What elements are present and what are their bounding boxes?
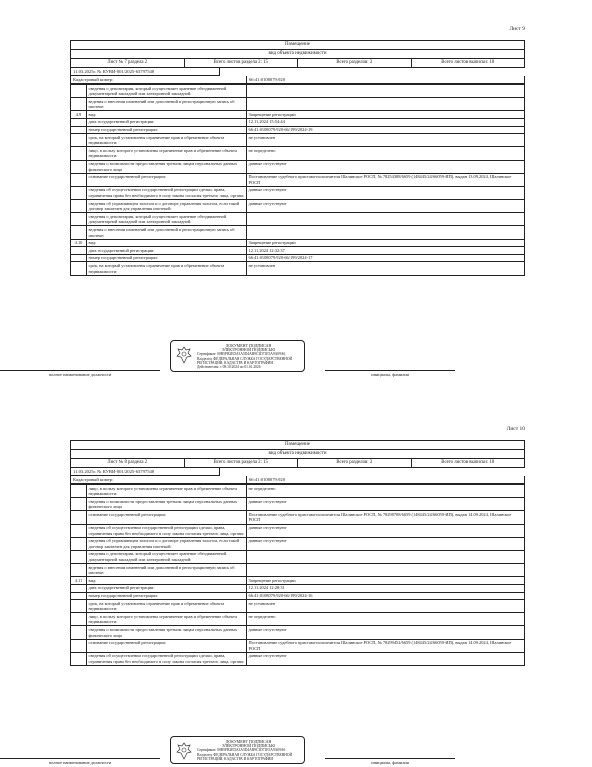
position-caption: полное наименование должности [0, 370, 160, 377]
signature-band-2 [0, 758, 455, 765]
field-value: Запрещение регистрации [247, 111, 525, 119]
table-row [71, 577, 525, 585]
record-number [71, 134, 87, 147]
record-number [71, 550, 87, 563]
field-value: не определено [247, 613, 525, 626]
section-info-row [70, 59, 525, 68]
field-value: данные отсутствуют [247, 186, 525, 199]
field-label: сведения о возможности предоставления третьим лицам персональных данных физического лица [87, 160, 247, 173]
field-label: основание государственной регистрации: [87, 639, 247, 652]
record-number [71, 485, 87, 498]
date-ref: 11.03.2025г. № КУВИ-001/2025-63797548 [70, 468, 220, 476]
field-value: данные отсутствуют [247, 200, 525, 213]
stamp-line: ДОКУМЕНТ ПОДПИСАН [225, 343, 272, 348]
stamp-line: ДОКУМЕНТ ПОДПИСАН [225, 739, 272, 744]
table-row [71, 111, 525, 119]
record-number [71, 186, 87, 199]
field-value [247, 98, 525, 111]
field-label: номер государственной регистрации: [87, 126, 247, 134]
name-caption: инициалы, фамилия [325, 758, 455, 765]
field-label: дата государственной регистрации: [87, 247, 247, 255]
object-title: Помещение [71, 441, 524, 450]
field-label: дата государственной регистрации: [87, 118, 247, 126]
record-number: 4.10 [71, 239, 87, 247]
table-row [71, 239, 525, 247]
table-row [71, 262, 525, 275]
field-value [247, 213, 525, 226]
table-row [71, 160, 525, 173]
section-cell: Всего разделов: 3 [298, 59, 412, 67]
field-label: дата государственной регистрации: [87, 584, 247, 592]
date-ref-row [70, 68, 525, 76]
field-label: сведения об управляющем залогом и о договоре управления залогом, если такой договор заключен для управления ипотекой: [87, 200, 247, 213]
field-value: Постановление судебного пристава-исполнителя Шалинское РОСП, № 78254388/6659 (148445/24/66059-ИП), выдан 13.09.2024, Шалинское РОСП [247, 173, 525, 186]
table-row [71, 98, 525, 111]
field-label: сведения об осуществлении государственной регистрации сделки, права, ограничения права без необходимого в силу закона согласия третьего лица, органа: [87, 652, 247, 665]
table-row [71, 247, 525, 255]
record-number [71, 613, 87, 626]
field-value [247, 85, 525, 98]
record-number [71, 626, 87, 639]
section-info-row [70, 459, 525, 468]
date-ref: 11.03.2025г. № КУВИ-001/2025-63797548 [70, 68, 220, 76]
record-number [71, 200, 87, 213]
table-row [71, 213, 525, 226]
record-number [71, 173, 87, 186]
record-number [71, 592, 87, 600]
field-label: сведения о депозитарии, который осуществляет хранение обездвиженной документарной закладной или электронной закладной: [87, 213, 247, 226]
field-value: 12.11.2024 12:28:31 [247, 584, 525, 592]
field-value: данные отсутствуют [247, 498, 525, 511]
field-value: данные отсутствуют [247, 524, 525, 537]
field-label: номер государственной регистрации: [87, 592, 247, 600]
table-row [71, 652, 525, 665]
field-label: ведения о внесении изменений или дополнений в регистрационную запись об ипотеке: [87, 564, 247, 577]
sheet-page-1 [70, 26, 525, 276]
section-cell: Всего разделов: 3 [298, 459, 412, 467]
table-row [71, 592, 525, 600]
field-value [247, 550, 525, 563]
table-row [71, 524, 525, 537]
stamp-line: Владелец: ФЕДЕРАЛЬНАЯ СЛУЖБА ГОСУДАРСТВЕННОЙ РЕГИСТРАЦИИ, КАДАСТРА И КАРТОГРАФИИ [197, 752, 293, 761]
stamp-line: ЭЛЕКТРОННОЙ ПОДПИСЬЮ [221, 743, 276, 749]
record-number [71, 498, 87, 511]
record-number [71, 584, 87, 592]
field-value: данные отсутствуют [247, 160, 525, 173]
table-row [71, 147, 525, 160]
records-table [70, 84, 525, 276]
table-row [71, 118, 525, 126]
record-number [71, 126, 87, 134]
table-row [71, 173, 525, 186]
cadastral-value: 66:41:0108079:920 [249, 77, 285, 82]
cadastral-value: 66:41:0108079:920 [249, 477, 285, 482]
section-cell: Всего листов выписки: 18 [441, 460, 495, 465]
record-number [71, 118, 87, 126]
section-cell: Лист № 8 раздела 2 [71, 459, 185, 467]
stamp-line: Действителен: с 08.10.2024 по 01.01.2026 [197, 365, 261, 370]
table-row [71, 85, 525, 98]
field-label: лицо, в пользу которого установлены ограничение прав и обременение объекта недвижимости: [87, 147, 247, 160]
field-value: Постановление судебного пристава-исполнителя Шалинское РОСП, № 78299452/6659 (148445/24/66059-ИП), выдан 14.09.2024, Шалинское РОСП [247, 639, 525, 652]
stamp-line: Владелец: ФЕДЕРАЛЬНАЯ СЛУЖБА ГОСУДАРСТВЕННОЙ РЕГИСТРАЦИИ, КАДАСТРА И КАРТОГРАФИИ [197, 356, 293, 365]
table-row [71, 254, 525, 262]
stamp-line: Сертификат: 00B5FB2EDA3A5D4AB9C3D71E5A9A09A6 [197, 748, 286, 753]
position-caption: полное наименование должности [0, 758, 160, 765]
cadastral-label: Кадастровый номер: [71, 76, 247, 83]
field-label: срок, на который установлены ограничение прав и обременение объекта недвижимости: [87, 262, 247, 275]
field-value: 12.11.2024 15:54:44 [247, 118, 525, 126]
field-value: не определено [247, 147, 525, 160]
record-number [71, 511, 87, 524]
field-label: сведения о депозитарии, который осуществляет хранение обездвиженной документарной закладной или электронной закладной: [87, 85, 247, 98]
field-label: ведения о внесении изменений или дополнений в регистрационную запись об ипотеке: [87, 226, 247, 239]
record-number [71, 600, 87, 613]
object-header [70, 40, 525, 59]
record-number [71, 98, 87, 111]
record-number [71, 147, 87, 160]
table-row [71, 626, 525, 639]
table-row [71, 613, 525, 626]
field-value: данные отсутствуют [247, 652, 525, 665]
record-number [71, 213, 87, 226]
field-value: не определено [247, 485, 525, 498]
record-number [71, 226, 87, 239]
field-value: 66:41:0108079:920-66/199/2024-16 [247, 592, 525, 600]
field-value: 12.11.2024 12:32:37 [247, 247, 525, 255]
record-number [71, 537, 87, 550]
cadastral-label: Кадастровый номер: [71, 476, 247, 483]
stamp-line: ЭЛЕКТРОННОЙ ПОДПИСЬЮ [221, 347, 276, 353]
field-value: данные отсутствуют [247, 626, 525, 639]
table-row [71, 639, 525, 652]
object-subtitle: вид объекта недвижимости [268, 451, 327, 456]
eagle-emblem-icon [176, 345, 192, 365]
record-number [71, 85, 87, 98]
table-row [71, 550, 525, 563]
cadastral-row [70, 76, 525, 84]
cadastral-row [70, 476, 525, 484]
table-row [71, 226, 525, 239]
sheet-number: Лист 10 [506, 426, 525, 432]
field-value: данные отсутствуют [247, 537, 525, 550]
section-cell: Всего листов выписки: 18 [441, 60, 495, 65]
field-label: номер государственной регистрации: [87, 254, 247, 262]
record-number [71, 524, 87, 537]
e-signature-stamp [170, 340, 305, 372]
record-number [71, 254, 87, 262]
table-row [71, 134, 525, 147]
field-label: лицо, в пользу которого установлены ограничение прав и обременение объекта недвижимости: [87, 613, 247, 626]
section-cell: Всего листов раздела 2: 15 [185, 459, 299, 467]
field-label: вид: [87, 577, 247, 585]
field-value: не установлен [247, 600, 525, 613]
table-row [71, 126, 525, 134]
field-label: сведения об осуществлении государственной регистрации сделки, права, ограничения права без необходимого в силу закона согласия третьего лица, органа: [87, 524, 247, 537]
table-row [71, 498, 525, 511]
field-value: не установлен [247, 134, 525, 147]
record-number [71, 160, 87, 173]
table-row [71, 485, 525, 498]
table-row [71, 537, 525, 550]
field-value: Постановление судебного пристава-исполнителя Шалинское РОСП, № 78298708/6659 (148445/24/66059-ИП), выдан 14.09.2024, Шалинское РОСП [247, 511, 525, 524]
stamp-line: Сертификат: 00B5FB2EDA3A5D4AB9C3D71E5A9A09A6 [197, 352, 286, 357]
name-caption: инициалы, фамилия [325, 370, 455, 377]
field-value [247, 564, 525, 577]
record-number [71, 564, 87, 577]
object-subtitle: вид объекта недвижимости [268, 51, 327, 56]
field-label: ведения о внесении изменений или дополнений в регистрационную запись об ипотеке: [87, 98, 247, 111]
table-row [71, 186, 525, 199]
field-label: сведения об управляющем залогом и о договоре управления залогом, если такой договор заключен для управления ипотекой: [87, 537, 247, 550]
field-value: 66:41:0108079:920-66/199/2024-19 [247, 126, 525, 134]
field-label: вид: [87, 111, 247, 119]
field-value: Запрещение регистрации [247, 239, 525, 247]
field-label: срок, на который установлены ограничение прав и обременение объекта недвижимости: [87, 600, 247, 613]
field-label: основание государственной регистрации: [87, 511, 247, 524]
date-ref-row [70, 468, 525, 476]
table-row [71, 200, 525, 213]
field-value: Запрещение регистрации [247, 577, 525, 585]
record-number: 4.9 [71, 111, 87, 119]
field-label: сведения об осуществлении государственной регистрации сделки, права, ограничения права без необходимого в силу закона согласия третьего лица, органа: [87, 186, 247, 199]
record-number [71, 652, 87, 665]
record-number: 4.11 [71, 577, 87, 585]
field-label: сведения о возможности предоставления третьим лицам персональных данных физического лица [87, 498, 247, 511]
field-label: основание государственной регистрации: [87, 173, 247, 186]
table-row [71, 584, 525, 592]
records-table [70, 484, 525, 666]
sheet-number: Лист 9 [509, 26, 525, 32]
object-header [70, 440, 525, 459]
table-row [71, 564, 525, 577]
section-cell: Всего листов раздела 2: 15 [185, 59, 299, 67]
record-number [71, 262, 87, 275]
field-value [247, 226, 525, 239]
field-value: не установлен [247, 262, 525, 275]
table-row [71, 511, 525, 524]
field-label: срок, на который установлены ограничение прав и обременение объекта недвижимости: [87, 134, 247, 147]
field-label: сведения о депозитарии, который осуществляет хранение обездвиженной документарной закладной или электронной закладной: [87, 550, 247, 563]
object-title: Помещение [71, 41, 524, 50]
section-cell: Лист № 7 раздела 2 [71, 59, 185, 67]
field-label: вид: [87, 239, 247, 247]
table-row [71, 600, 525, 613]
field-label: лицо, в пользу которого установлены ограничение прав и обременение объекта недвижимости: [87, 485, 247, 498]
sheet-page-2 [70, 426, 525, 666]
field-value: 66:41:0108079:920-66/199/2024-17 [247, 254, 525, 262]
record-number [71, 247, 87, 255]
field-label: сведения о возможности предоставления третьим лицам персональных данных физического лица [87, 626, 247, 639]
record-number [71, 639, 87, 652]
